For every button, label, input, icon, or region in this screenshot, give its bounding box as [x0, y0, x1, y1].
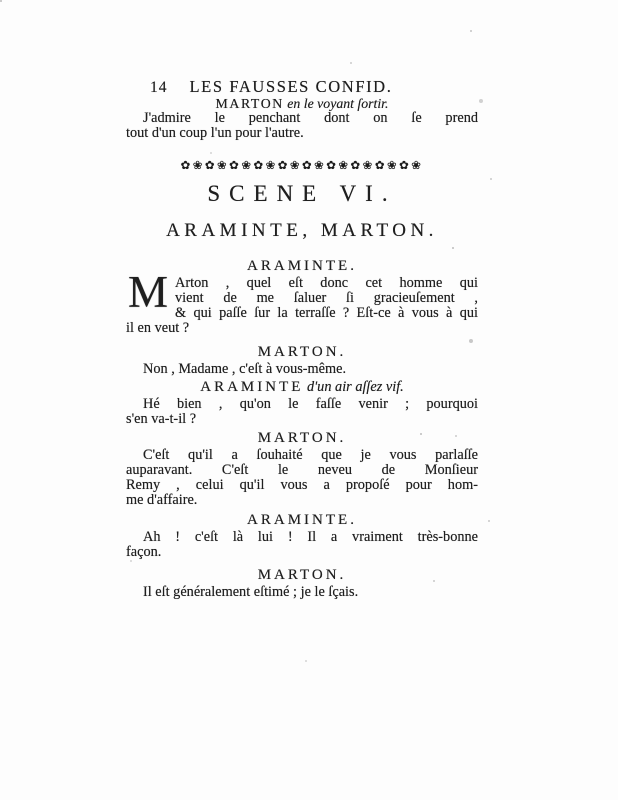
running-title: LES FAUSSES CONFID. [189, 77, 393, 96]
speaker-name: MARTON. [257, 430, 347, 446]
speaker-name: MARTON. [257, 567, 347, 583]
speaker-name: ARAMINTE. [247, 258, 357, 274]
prologue-stage-direction [126, 96, 478, 111]
text-line: Arton , quel eſt donc cet homme qui [175, 275, 478, 291]
text-line: auparavant. C'eſt le neveu de Monſieur [126, 462, 478, 478]
scene-heading: SCENE VI. [207, 181, 397, 206]
speaker-name: MARTON. [257, 344, 347, 360]
text-line: tout d'un coup l'un pour l'autre. [126, 125, 304, 141]
text-line: il en veut ? [126, 320, 190, 336]
drop-cap: M [128, 267, 169, 317]
speech-body [126, 267, 478, 336]
page-number: 14 [150, 79, 168, 96]
speech-body [126, 362, 478, 377]
speaker-heading [126, 344, 478, 360]
text-line: me d'affaire. [126, 492, 198, 508]
running-head [150, 78, 478, 96]
speaker-heading [126, 430, 478, 446]
speaker-name: ARAMINTE. [247, 512, 357, 528]
dialogue-block [126, 258, 478, 600]
speaker-heading [126, 567, 478, 583]
text-line: Il eſt généralement eſtimé ; je le ſçais. [143, 584, 359, 600]
speaker-heading [126, 512, 478, 528]
text-line: Hé bien , qu'on le faſſe venir ; pourquoi [143, 396, 478, 412]
scene-characters: ARAMINTE, MARTON. [166, 220, 438, 241]
text-line: & qui paſſe ſur la terraſſe ? Eſt-ce à vous à qui [175, 305, 478, 321]
speaker-heading [126, 379, 478, 395]
text-line: Remy , celui qu'il vous a propoſé pour hom- [126, 477, 478, 493]
text-line: Ah ! c'eſt là lui ! Il a vraiment très-bonne [143, 529, 478, 545]
text-line: s'en va-t-il ? [126, 411, 197, 427]
prologue-direction-text: en le voyant ſortir. [283, 96, 389, 111]
speech-body [126, 448, 478, 508]
speech [126, 258, 478, 336]
text-line: façon. [126, 544, 162, 560]
speaker-name: ARAMINTE [200, 379, 304, 395]
text-line: C'eſt qu'il a ſouhaité que je vous parlaſſe [143, 447, 478, 463]
speaker-heading [126, 258, 478, 274]
inline-stage-direction: d'un air aſſez vif. [303, 379, 404, 395]
text-line: vient de me ſaluer ſi gracieuſement , [175, 290, 478, 306]
speech [126, 379, 478, 427]
speech-body [126, 397, 478, 427]
speech-body [126, 530, 478, 560]
prologue-speaker-name: MARTON [215, 96, 284, 111]
text-line: Non , Madame , c'eſt à vous-même. [143, 361, 347, 377]
speech [126, 344, 478, 377]
scan-noise [0, 0, 2, 2]
fleuron-ornament-band: ✿❀✿❀✿❀✿❀✿❀✿❀✿❀✿❀✿❀✿❀ [180, 158, 424, 172]
text-column [126, 78, 478, 600]
speech [126, 512, 478, 560]
speech [126, 430, 478, 508]
prologue-speech [126, 111, 478, 141]
text-line: J'admire le penchant dont on ſe prend [143, 110, 478, 126]
speech [126, 567, 478, 600]
speech-body [126, 585, 478, 600]
